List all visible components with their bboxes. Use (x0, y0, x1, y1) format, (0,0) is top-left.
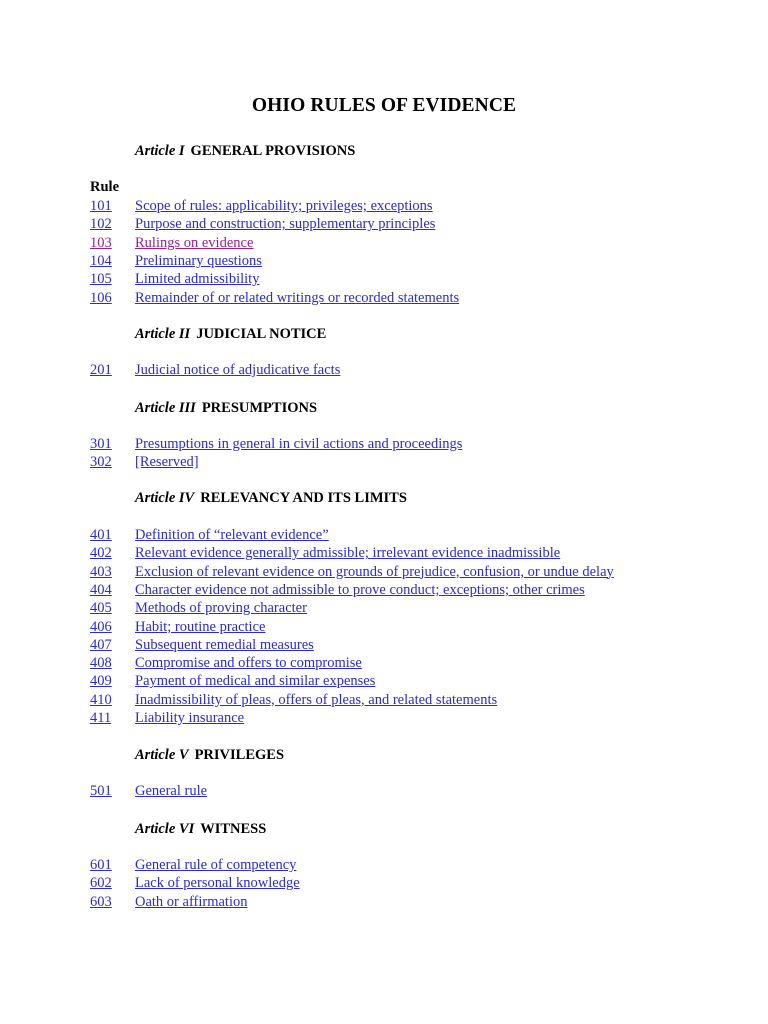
rule-number-link[interactable]: 404 (90, 581, 112, 598)
article-heading (135, 142, 355, 160)
rule-title-link[interactable]: General rule of competency (135, 857, 297, 873)
article-name: GENERAL PROVISIONS (190, 143, 356, 159)
rule-title-link[interactable]: [Reserved] (135, 454, 199, 471)
article-name: PRIVILEGES (194, 747, 285, 763)
rule-number-link[interactable]: 103 (90, 234, 112, 251)
article-number: Article III (135, 400, 196, 416)
rule-title-link[interactable]: Lack of personal knowledge (135, 875, 300, 892)
rule-title-link[interactable]: General rule (135, 783, 208, 799)
article-name: PRESUMPTIONS (201, 400, 318, 416)
rule-number-link[interactable]: 603 (90, 893, 112, 910)
rule-title-link[interactable]: Habit; routine practice (135, 618, 266, 635)
rule-title-link[interactable]: Remainder of or related writings or recorded statements (135, 289, 460, 306)
rule-title-link[interactable]: Definition of “relevant evidence” (135, 527, 329, 543)
article-heading (135, 325, 326, 343)
rule-number-link[interactable]: 102 (90, 216, 112, 233)
article-name: RELEVANCY AND ITS LIMITS (200, 490, 407, 506)
rule-title-link[interactable]: Payment of medical and similar expenses (135, 673, 376, 690)
article-name: WITNESS (200, 821, 267, 837)
article-number: Article II (135, 326, 191, 342)
rule-number-link[interactable]: 410 (90, 691, 112, 708)
rule-number-link[interactable]: 407 (90, 636, 112, 653)
article-number: Article VI (135, 821, 195, 837)
rule-title-link[interactable]: Oath or affirmation (135, 893, 248, 910)
rule-title-link[interactable]: Limited admissibility (135, 271, 260, 288)
page-title: OHIO RULES OF EVIDENCE (251, 95, 517, 116)
rule-number-link[interactable]: 405 (90, 600, 112, 617)
rule-number-link[interactable]: 501 (90, 783, 112, 799)
rule-title-link[interactable]: Preliminary questions (135, 252, 262, 269)
article-heading (135, 399, 317, 417)
rule-number-link[interactable]: 106 (90, 289, 112, 306)
rule-number-link[interactable]: 201 (90, 362, 112, 378)
rule-title-link[interactable]: Rulings on evidence (135, 234, 254, 251)
article-heading (135, 489, 407, 507)
rule-number-link[interactable]: 406 (90, 618, 112, 635)
article-name: JUDICIAL NOTICE (196, 326, 327, 342)
rule-title-link[interactable]: Subsequent remedial measures (135, 636, 314, 653)
rule-title-link[interactable]: Liability insurance (135, 710, 245, 726)
rule-title-link[interactable]: Relevant evidence generally admissible; irrelevant evidence inadmissible (135, 545, 561, 562)
rule-title-link[interactable]: Purpose and construction; supplementary principles (135, 216, 436, 233)
rule-number-link[interactable]: 101 (90, 198, 112, 214)
rule-number-link[interactable]: 301 (90, 436, 112, 452)
rule-number-link[interactable]: 302 (90, 454, 112, 471)
rule-number-link[interactable]: 402 (90, 545, 112, 562)
rule-number-link[interactable]: 601 (90, 857, 112, 873)
rule-title-link[interactable]: Character evidence not admissible to prove conduct; exceptions; other crimes (135, 581, 585, 598)
rule-number-link[interactable]: 104 (90, 252, 112, 269)
rule-number-link[interactable]: 105 (90, 271, 112, 288)
rule-number-link[interactable]: 408 (90, 655, 112, 672)
article-heading (135, 746, 284, 764)
rule-title-link[interactable]: Compromise and offers to compromise (135, 655, 362, 672)
rule-title-link[interactable]: Inadmissibility of pleas, offers of pleas, and related statements (135, 691, 498, 708)
article-number: Article V (135, 747, 189, 763)
rule-title-link[interactable]: Methods of proving character (135, 600, 307, 617)
article-number: Article IV (135, 490, 195, 506)
rule-number-link[interactable]: 602 (90, 875, 112, 892)
rule-column-header: Rule (90, 179, 119, 195)
rule-title-link[interactable]: Judicial notice of adjudicative facts (135, 362, 341, 378)
rule-number-link[interactable]: 409 (90, 673, 112, 690)
rule-title-link[interactable]: Presumptions in general in civil actions and proceedings (135, 436, 463, 452)
rule-title-link[interactable]: Exclusion of relevant evidence on grounds of prejudice, confusion, or undue delay (135, 563, 614, 580)
rule-title-link[interactable]: Scope of rules: applicability; privileges; exceptions (135, 198, 433, 214)
rule-number-link[interactable]: 403 (90, 563, 112, 580)
rule-number-link[interactable]: 401 (90, 527, 112, 543)
article-number: Article I (135, 143, 185, 159)
rule-number-link[interactable]: 411 (90, 710, 112, 726)
article-heading (135, 820, 266, 838)
